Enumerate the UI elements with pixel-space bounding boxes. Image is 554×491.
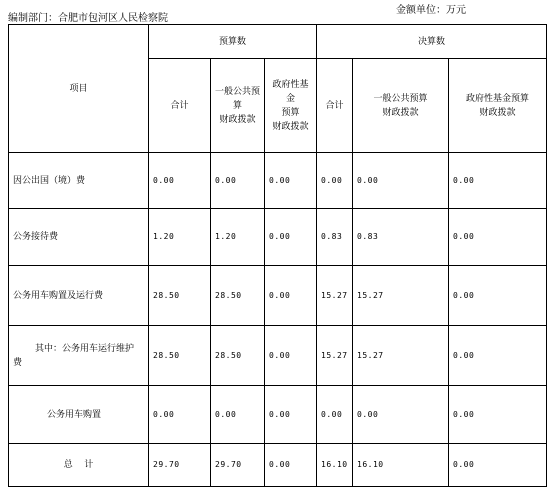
cell: 0.00 xyxy=(211,386,265,444)
cell: 15.27 xyxy=(353,266,449,326)
final-group-header: 决算数 xyxy=(317,25,547,59)
total-label: 总 计 xyxy=(9,444,149,487)
cell: 15.27 xyxy=(353,326,449,386)
row-label: 公务接待费 xyxy=(9,209,149,266)
cell: 0.00 xyxy=(265,386,317,444)
cell: 0.00 xyxy=(149,386,211,444)
cell: 0.00 xyxy=(449,444,547,487)
cell: 0.00 xyxy=(265,326,317,386)
unit-label: 金额单位：万元 xyxy=(396,5,466,16)
cell: 15.27 xyxy=(317,326,353,386)
row-label: 其中：公务用车运行维护 费 xyxy=(9,326,149,386)
cell: 0.00 xyxy=(449,326,547,386)
table-row xyxy=(9,266,547,326)
final-general-header: 一般公共预算 财政拨款 xyxy=(353,59,449,153)
cell: 28.50 xyxy=(211,266,265,326)
cell: 0.00 xyxy=(353,386,449,444)
department-label: 编制部门：合肥市包河区人民检察院 xyxy=(8,13,168,24)
header-row-1 xyxy=(9,25,547,59)
table-row xyxy=(9,386,547,444)
cell: 0.00 xyxy=(265,209,317,266)
cell: 0.00 xyxy=(449,153,547,209)
total-row xyxy=(9,444,547,487)
cell: 16.10 xyxy=(353,444,449,487)
cell: 0.00 xyxy=(353,153,449,209)
row-label: 公务用车购置及运行费 xyxy=(9,266,149,326)
final-fund-header: 政府性基金预算 财政拨款 xyxy=(449,59,547,153)
col-item-header: 项目 xyxy=(9,25,149,153)
cell: 0.00 xyxy=(449,209,547,266)
final-total-header: 合计 xyxy=(317,59,353,153)
cell: 0.00 xyxy=(211,153,265,209)
cell: 0.00 xyxy=(449,386,547,444)
expense-table xyxy=(8,24,547,487)
cell: 0.00 xyxy=(449,266,547,326)
cell: 28.50 xyxy=(149,266,211,326)
table-row xyxy=(9,326,547,386)
cell: 1.20 xyxy=(211,209,265,266)
cell: 0.00 xyxy=(317,386,353,444)
budget-general-header: 一般公共预 算 财政拨款 xyxy=(211,59,265,153)
cell: 0.00 xyxy=(265,444,317,487)
budget-total-header: 合计 xyxy=(149,59,211,153)
cell: 0.00 xyxy=(317,153,353,209)
cell: 0.00 xyxy=(265,153,317,209)
cell: 28.50 xyxy=(211,326,265,386)
budget-fund-header: 政府性基金 预算 财政拨款 xyxy=(265,59,317,153)
cell: 0.00 xyxy=(265,266,317,326)
table-row xyxy=(9,209,547,266)
cell: 28.50 xyxy=(149,326,211,386)
cell: 29.70 xyxy=(149,444,211,487)
cell: 29.70 xyxy=(211,444,265,487)
row-label: 因公出国（境）费 xyxy=(9,153,149,209)
budget-group-header: 预算数 xyxy=(149,25,317,59)
table-row xyxy=(9,153,547,209)
cell: 16.10 xyxy=(317,444,353,487)
row-label: 公务用车购置 xyxy=(9,386,149,444)
cell: 0.83 xyxy=(353,209,449,266)
cell: 0.00 xyxy=(149,153,211,209)
cell: 1.20 xyxy=(149,209,211,266)
cell: 15.27 xyxy=(317,266,353,326)
cell: 0.83 xyxy=(317,209,353,266)
